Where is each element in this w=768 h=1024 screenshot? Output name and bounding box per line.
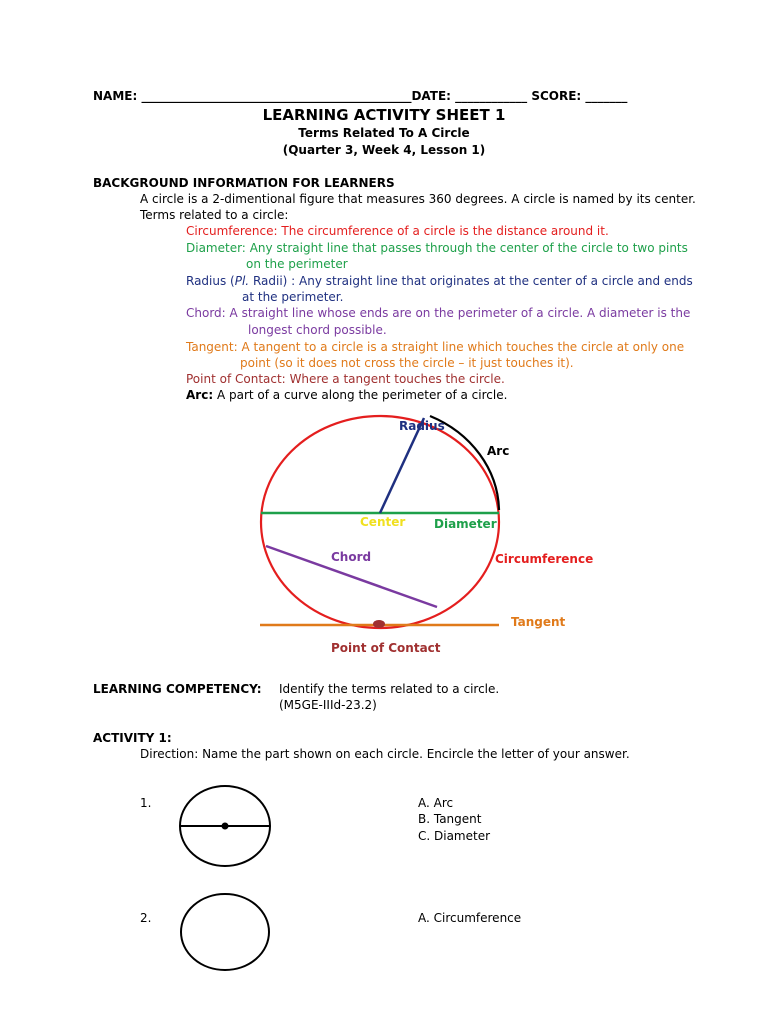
competency-text: Identify the terms related to a circle. <box>279 682 500 696</box>
radius-definition-cont: at the perimeter. <box>242 290 344 304</box>
item1-choice-c[interactable]: C. Diameter <box>418 829 491 843</box>
page-title: LEARNING ACTIVITY SHEET 1 <box>262 106 506 124</box>
poc-term: Point of Contact: <box>186 372 286 386</box>
arc-term: Arc: <box>186 388 214 402</box>
activity-direction: Direction: Name the part shown on each circle. Encircle the letter of your answer. <box>140 747 630 761</box>
item2-number: 2. <box>140 911 152 925</box>
terms-intro: Terms related to a circle: <box>140 208 289 222</box>
background-intro: A circle is a 2-dimentional figure that measures 360 degrees. A circle is named by its center. <box>140 192 696 206</box>
circumference-definition: Circumference: The circumference of a circle is the distance around it. <box>186 224 609 238</box>
item2-circle <box>181 894 269 970</box>
radius-term: Radius ( <box>186 274 235 288</box>
diameter-definition-cont: on the perimeter <box>246 257 348 271</box>
item1-choice-a[interactable]: A. Arc <box>418 796 454 810</box>
name-label: NAME: <box>93 89 138 103</box>
item1-number: 1. <box>140 796 152 810</box>
item2-choice-a[interactable]: A. Circumference <box>418 911 522 925</box>
chord-term: Chord: <box>186 306 226 320</box>
competency-label: LEARNING COMPETENCY: <box>93 682 262 696</box>
diameter-term: Diameter: <box>186 241 246 255</box>
background-heading: BACKGROUND INFORMATION FOR LEARNERS <box>93 176 395 190</box>
radius-plural-abbr: Pl. <box>234 274 250 288</box>
tangent-definition-cont: point (so it does not cross the circle – it just touches it). <box>240 356 574 370</box>
diagram-label-chord: Chord <box>331 550 372 564</box>
arc-text: A part of a curve along the perimeter of a circle. <box>216 388 508 402</box>
competency-code: (M5GE-IIId-23.2) <box>279 698 377 712</box>
chord-definition-cont: longest chord possible. <box>248 323 387 337</box>
point-of-contact-dot <box>373 620 385 628</box>
tangent-text: A tangent to a circle is a straight line which touches the circle at only one <box>241 340 685 354</box>
radius-radii: Radii) : <box>249 274 296 288</box>
diagram-label-arc: Arc <box>487 444 510 458</box>
diameter-text: Any straight line that passes through the center of the circle to two pints <box>249 241 688 255</box>
diagram-label-diameter: Diameter <box>434 517 497 531</box>
item1-center-dot <box>222 823 229 830</box>
activity-heading: ACTIVITY 1: <box>93 731 172 745</box>
diagram-label-point-of-contact: Point of Contact <box>331 641 441 655</box>
score-blank[interactable]: _______ <box>585 89 628 103</box>
diagram-label-tangent: Tangent <box>511 615 566 629</box>
diagram-label-center: Center <box>360 515 406 529</box>
diagram-label-circumference: Circumference <box>495 552 594 566</box>
lesson-info: (Quarter 3, Week 4, Lesson 1) <box>282 143 486 157</box>
name-blank[interactable]: _____________________________________________ <box>141 89 412 103</box>
tangent-term: Tangent: <box>186 340 238 354</box>
item1-choice-b[interactable]: B. Tangent <box>418 812 482 826</box>
score-label: SCORE: <box>531 89 582 103</box>
radius-text: Any straight line that originates at the center of a circle and ends <box>299 274 693 288</box>
chord-text: A straight line whose ends are on the perimeter of a circle. A diameter is the <box>229 306 691 320</box>
page-subtitle: Terms Related To A Circle <box>298 126 470 140</box>
date-label: DATE: <box>411 89 451 103</box>
diagram-label-radius: Radius <box>399 419 445 433</box>
date-blank[interactable]: ____________ <box>455 89 528 103</box>
poc-text: Where a tangent touches the circle. <box>289 372 505 386</box>
